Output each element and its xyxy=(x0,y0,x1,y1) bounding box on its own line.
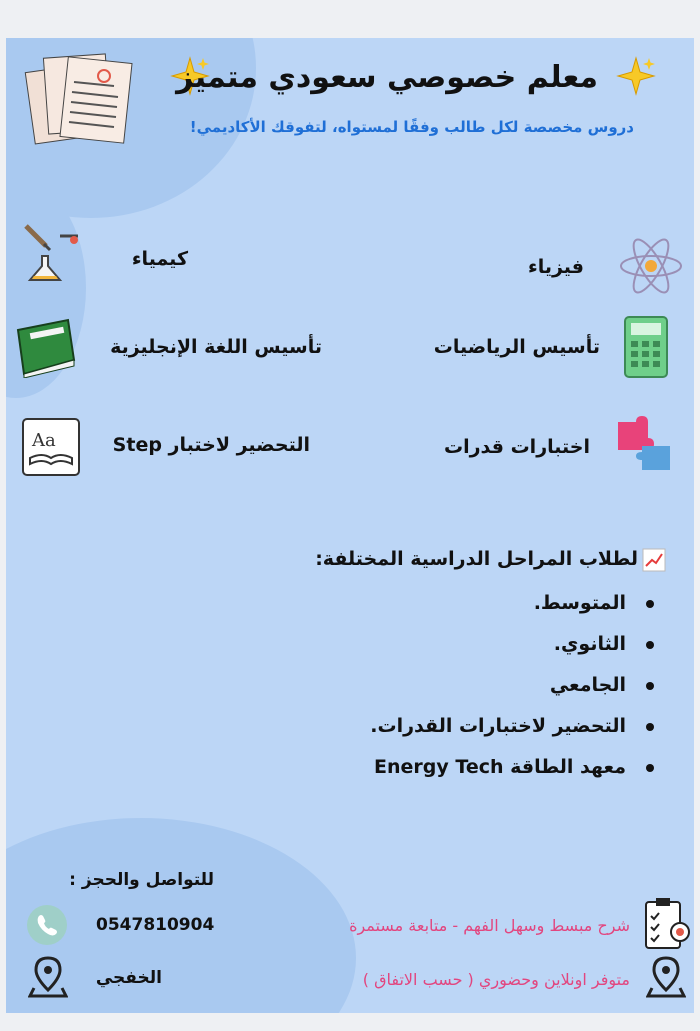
location-pin-icon-right xyxy=(646,954,686,998)
list-item: المتوسط. xyxy=(370,583,626,624)
phone-icon[interactable] xyxy=(26,904,68,946)
subject-step: التحضير لاختبار Step xyxy=(112,434,310,456)
subject-physics: فيزياء xyxy=(528,256,584,278)
abc-book-icon xyxy=(22,418,80,476)
levels-heading: لطلاب المراحل الدراسية المختلفة: xyxy=(315,548,638,570)
flyer-card xyxy=(6,38,694,1013)
calculator-icon xyxy=(624,316,668,378)
subject-chemistry: كيمياء xyxy=(131,248,188,270)
documents-icon xyxy=(24,46,144,146)
puzzle-icon xyxy=(614,416,674,472)
levels-list xyxy=(370,583,654,788)
contact-heading: للتواصل والحجز : xyxy=(69,870,214,890)
chemistry-icon xyxy=(20,222,84,286)
atom-icon xyxy=(618,236,684,296)
list-item: التحضير لاختبارات القدرات. xyxy=(370,706,626,747)
page-title: معلم خصوصي سعودي متميز xyxy=(176,60,598,95)
checklist-icon xyxy=(642,896,692,952)
list-item: الثانوي. xyxy=(370,624,626,665)
location-text: الخفجي xyxy=(95,968,162,988)
sparkle-icon-right xyxy=(616,56,656,96)
chart-up-icon xyxy=(642,548,666,572)
subtitle: دروس مخصصة لكل طالب وفقًا لمستواه، لتفوقك الأكاديمي! xyxy=(189,118,634,136)
phone-number[interactable]: 0547810904 xyxy=(96,915,215,935)
dictionary-icon xyxy=(12,318,78,378)
location-pin-icon xyxy=(28,954,68,998)
subject-english: تأسيس اللغة الإنجليزية xyxy=(110,336,322,358)
feature-line-1: شرح مبسط وسهل الفهم - متابعة مستمرة xyxy=(349,916,630,935)
subject-math: تأسيس الرياضيات xyxy=(433,336,600,358)
list-item: الجامعي xyxy=(370,665,626,706)
svg-text:Aa: Aa xyxy=(32,430,56,451)
subject-qudurat: اختبارات قدرات xyxy=(444,436,590,458)
list-item: معهد الطاقة Energy Tech xyxy=(370,747,626,788)
feature-line-2: متوفر اونلاين وحضوري ( حسب الاتفاق ) xyxy=(362,970,630,989)
